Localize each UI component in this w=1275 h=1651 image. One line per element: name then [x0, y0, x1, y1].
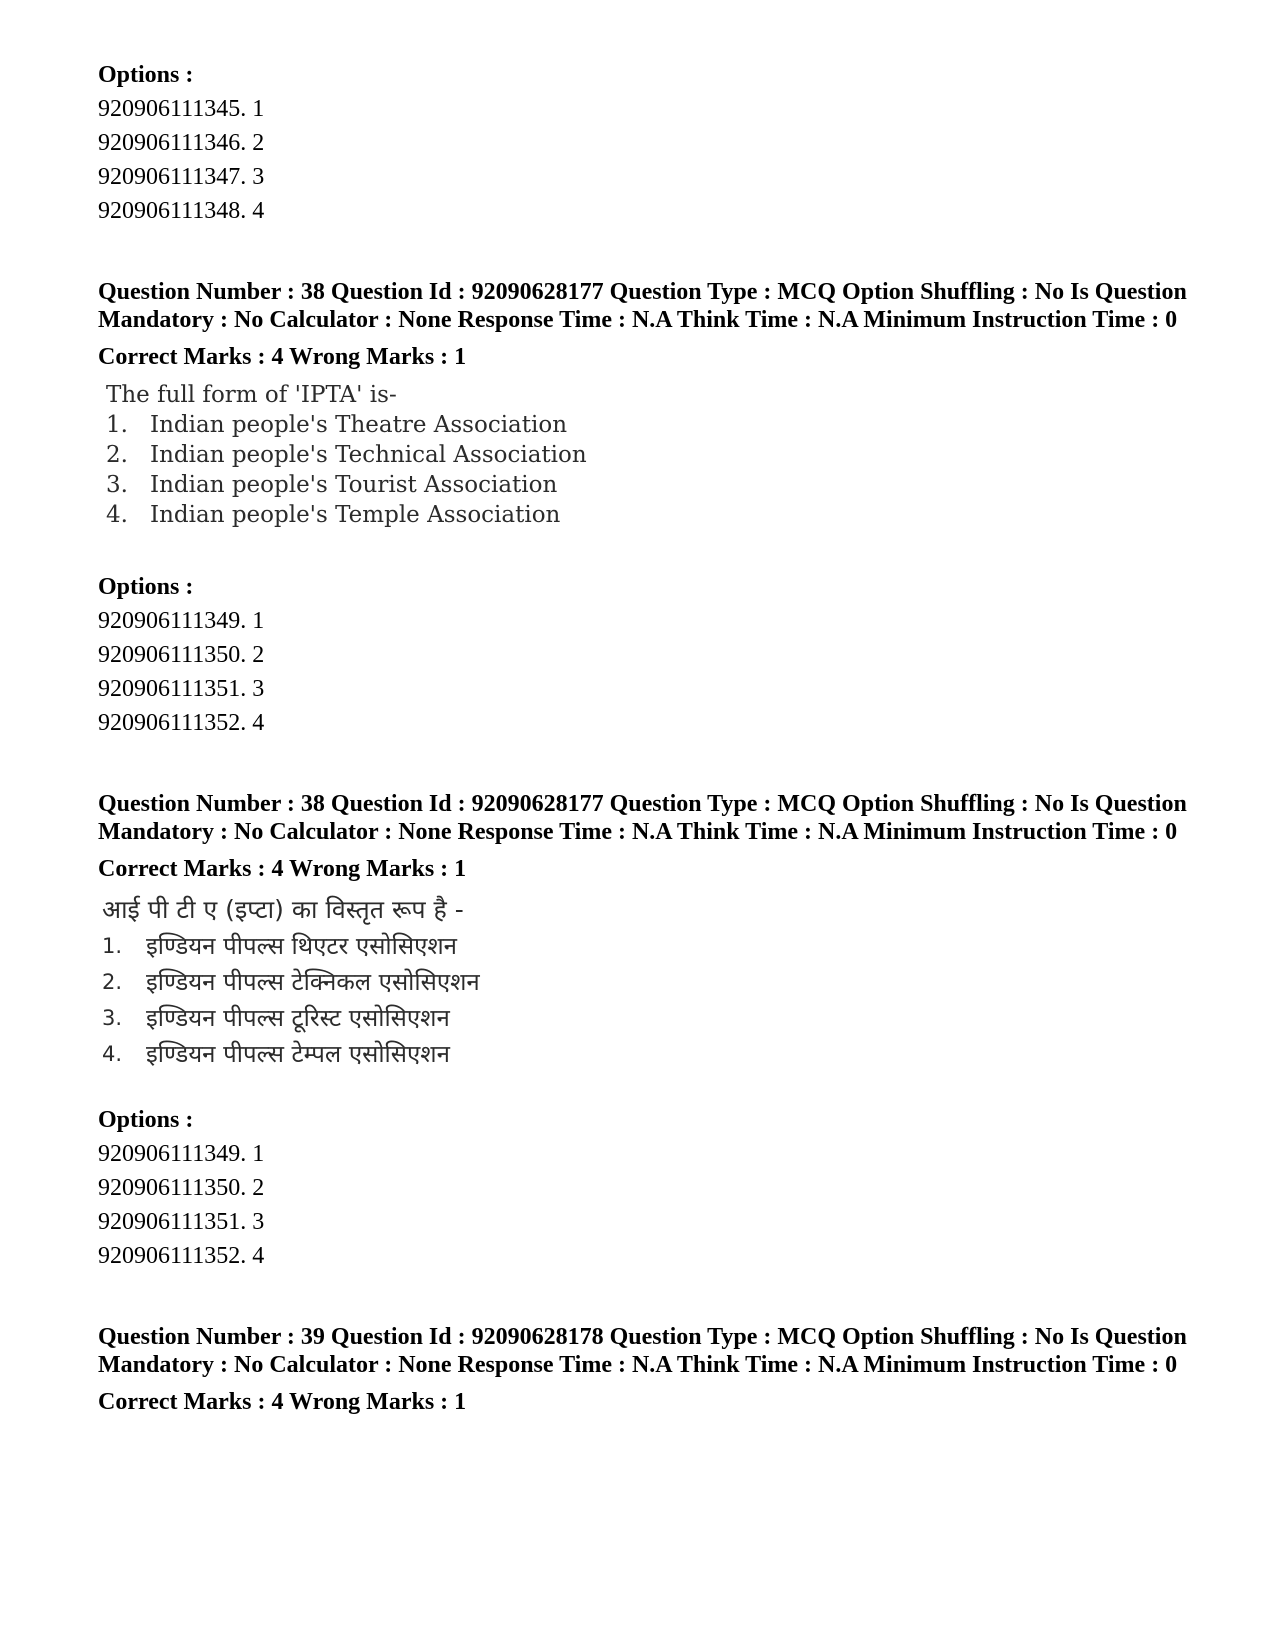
choice-text: Indian people's Technical Association — [150, 442, 587, 468]
question-choice — [102, 1036, 1188, 1072]
question-block-39 — [98, 1323, 1188, 1419]
question-choice — [106, 500, 1188, 530]
question-choice — [106, 470, 1188, 500]
choice-number: 3. — [106, 472, 128, 498]
choice-text: इण्डियन पीपल्स टेम्पल एसोसिएशन — [146, 1040, 450, 1068]
option-line: 920906111349. 1 — [98, 1141, 265, 1167]
question-choice — [106, 410, 1188, 440]
option-line: 920906111348. 4 — [98, 198, 265, 224]
choice-text: Indian people's Tourist Association — [150, 472, 558, 498]
choice-number: 3. — [102, 1006, 123, 1030]
question-header: Question Number : 39 Question Id : 92090628178 Question Type : MCQ Option Shuffling : No Is Question Mandatory : No Calculator : None Response Time : N.A Think Time : N.A Minimum Instruction Time : 0 — [98, 1324, 1187, 1378]
question-choice — [102, 1000, 1188, 1036]
option-line: 920906111345. 1 — [98, 96, 265, 122]
question-choice — [102, 964, 1188, 1000]
choice-text: Indian people's Temple Association — [150, 502, 561, 528]
option-line: 920906111352. 4 — [98, 1243, 265, 1269]
option-line: 920906111350. 2 — [98, 1175, 265, 1201]
choice-text: इण्डियन पीपल्स टेक्निकल एसोसिएशन — [146, 968, 480, 996]
options-heading: Options : — [98, 1107, 194, 1133]
marks-line: Correct Marks : 4 Wrong Marks : 1 — [98, 1389, 467, 1415]
choice-text: इण्डियन पीपल्स टूरिस्ट एसोसिएशन — [146, 1004, 450, 1032]
choice-number: 4. — [106, 502, 128, 528]
option-line: 920906111346. 2 — [98, 130, 265, 156]
option-line: 920906111350. 2 — [98, 642, 265, 668]
options-heading: Options : — [98, 62, 194, 88]
question-image-text — [106, 380, 1188, 530]
options-heading: Options : — [98, 574, 194, 600]
question-image-text — [102, 892, 1188, 1072]
choice-number: 1. — [106, 412, 128, 438]
question-choice — [106, 440, 1188, 470]
question-block-38-english — [98, 278, 1188, 530]
choice-number: 2. — [106, 442, 128, 468]
question-header: Question Number : 38 Question Id : 92090628177 Question Type : MCQ Option Shuffling : No Is Question Mandatory : No Calculator : None Response Time : N.A Think Time : N.A Minimum Instruction Time : 0 — [98, 279, 1187, 333]
choice-number: 1. — [102, 934, 123, 958]
question-choice — [102, 928, 1188, 964]
options-section-q38-english — [98, 570, 1188, 740]
option-line: 920906111352. 4 — [98, 710, 265, 736]
option-line: 920906111351. 3 — [98, 676, 265, 702]
options-section-q38-hindi — [98, 1103, 1188, 1273]
options-section-top — [98, 58, 1188, 228]
choice-text: Indian people's Theatre Association — [150, 412, 568, 438]
question-block-38-hindi — [98, 790, 1188, 1072]
option-line: 920906111351. 3 — [98, 1209, 265, 1235]
question-header: Question Number : 38 Question Id : 92090628177 Question Type : MCQ Option Shuffling : No Is Question Mandatory : No Calculator : None Response Time : N.A Think Time : N.A Minimum Instruction Time : 0 — [98, 791, 1187, 845]
choice-number: 2. — [102, 970, 123, 994]
question-text: The full form of 'IPTA' is- — [106, 382, 397, 408]
option-line: 920906111349. 1 — [98, 608, 265, 634]
option-line: 920906111347. 3 — [98, 164, 265, 190]
choice-number: 4. — [102, 1042, 123, 1066]
marks-line: Correct Marks : 4 Wrong Marks : 1 — [98, 856, 467, 882]
choice-text: इण्डियन पीपल्स थिएटर एसोसिएशन — [146, 932, 457, 960]
question-text: आई पी टी ए (इप्टा) का विस्तृत रूप है - — [102, 895, 464, 924]
marks-line: Correct Marks : 4 Wrong Marks : 1 — [98, 344, 467, 370]
